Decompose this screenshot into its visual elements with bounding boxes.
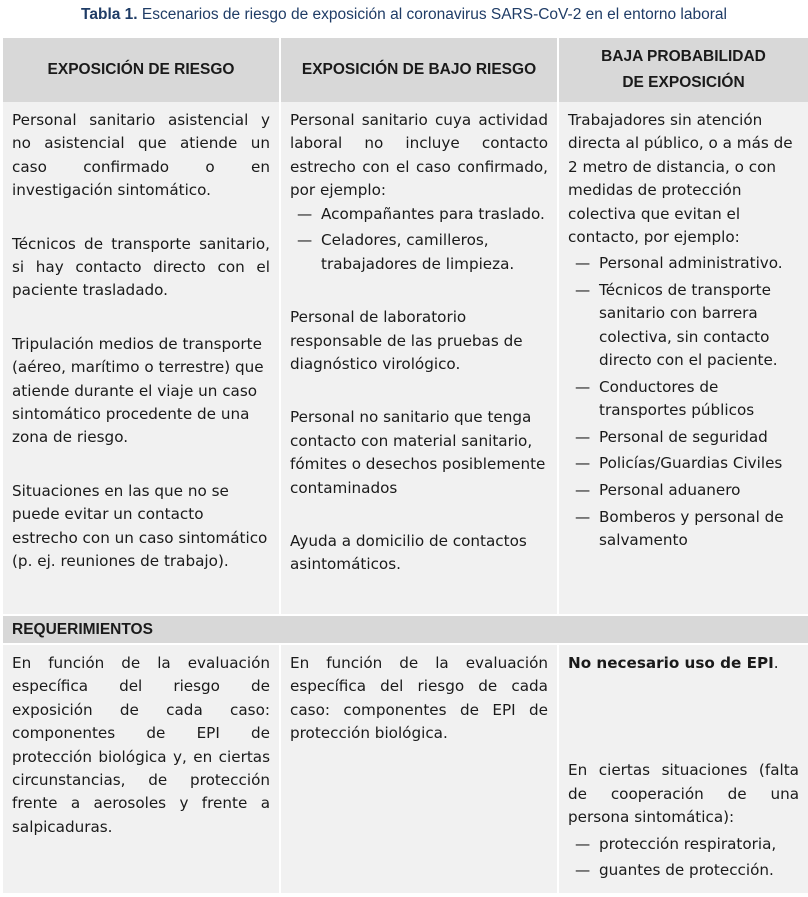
req-col3-bold: No necesario uso de EPI [568,654,774,672]
scenarios-row [3,102,808,615]
col2-paragraph: Ayuda a domicilio de contactos asintomáticos. [290,532,527,574]
list-item: — protección respiratoria, [568,833,799,856]
col1-paragraph: Situaciones en las que no se puede evitar un contacto estrecho con un caso sintomático (p. ej. reuniones de trabajo). [12,481,268,571]
list-item: — Técnicos de transporte sanitario con barrera colectiva, sin contacto directo con el paciente. [568,279,799,373]
list-item: — Conductores de transportes públicos [568,376,799,423]
list-item: — guantes de protección. [568,859,799,882]
header-baja-probabilidad [558,38,808,102]
risk-table [3,38,808,893]
header-row [3,38,808,102]
req-col3-cell [558,644,808,893]
col1-cell [3,102,280,615]
list-item: — Celadores, camilleros, trabajadores de limpieza. [290,229,548,276]
col2-paragraph: Personal de laboratorio responsable de las pruebas de diagnóstico virológico. [290,308,523,374]
col2-paragraph: Personal no sanitario que tenga contacto con material sanitario, fómites o desechos posiblemente contaminados [290,408,546,497]
header-baja-probabilidad-label: BAJA PROBABILIDAD DE EXPOSICIÓN [601,48,766,91]
col1-paragraph: Técnicos de transporte sanitario, si hay contacto directo con el paciente trasladado. [12,234,270,300]
caption-label: Tabla 1. [81,6,138,23]
header-bajo-riesgo: EXPOSICIÓN DE BAJO RIESGO [280,38,558,102]
col2-cell [280,102,558,615]
header-exposicion-riesgo: EXPOSICIÓN DE RIESGO [3,38,280,102]
list-item: — Personal de seguridad [568,426,799,449]
req-col1-cell [3,644,280,893]
caption-text: Escenarios de riesgo de exposición al coronavirus SARS-CoV-2 en el entorno laboral [137,6,727,23]
col3-list [568,252,799,552]
list-item: — Policías/Guardias Civiles [568,452,799,475]
requirements-title: REQUERIMIENTOS [3,615,808,644]
col2-paragraph: Personal sanitario cuya actividad laboral no incluye contacto estrecho con el caso confirmado, por ejemplo: [290,111,548,200]
list-item: — Bomberos y personal de salvamento [568,506,799,553]
col1-paragraph: Tripulación medios de transporte (aéreo, marítimo o terrestre) que atiende durante el viaje un caso sintomático procedente de una zona de riesgo. [12,334,264,447]
list-item: — Personal aduanero [568,479,799,502]
req-col3-paragraph: En ciertas situaciones (falta de cooperación de una persona sintomática): [568,761,799,827]
col1-paragraph: Personal sanitario asistencial y no asistencial que atiende un caso confirmado o en investigación sintomático. [12,111,270,200]
req-col2-cell [280,644,558,893]
list-item: — Acompañantes para traslado. [290,203,548,226]
table-caption [0,6,808,24]
req-col3-list [568,833,799,883]
req-col1-text: En función de la evaluación específica del riesgo de exposición de cada caso: componentes de EPI de protección biológica y, en ciertas circunstancias, de protección frente a aerosoles y frente a salpicaduras. [12,654,270,836]
req-col2-text: En función de la evaluación específica del riesgo de cada caso: componentes de EPI de protección biológica. [290,654,548,743]
req-col3-bold-line [568,652,799,675]
col3-paragraph: Trabajadores sin atención directa al público, o a más de 2 metro de distancia, o con medidas de protección colectiva que evitan el contacto, por ejemplo: [568,111,793,247]
requirements-row [3,644,808,893]
list-item: — Personal administrativo. [568,252,799,275]
col3-cell [558,102,808,615]
col2-list [290,203,548,276]
req-col3-bold-tail: . [773,654,779,672]
requirements-header-row [3,615,808,644]
